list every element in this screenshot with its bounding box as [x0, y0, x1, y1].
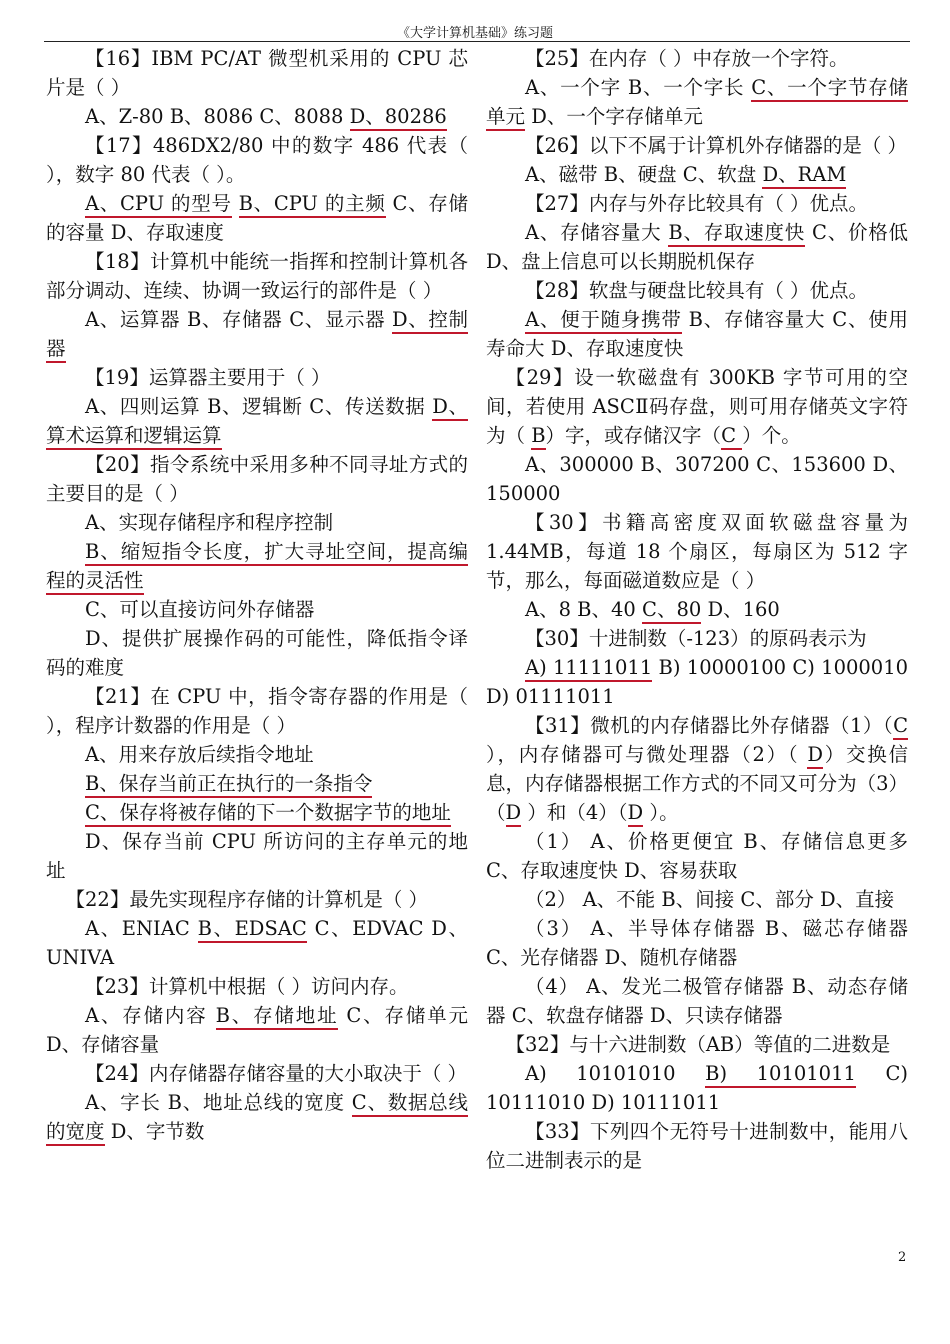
text-run: [232, 192, 239, 215]
text-run: 【23】计算机中根据（ ）访问内存。: [85, 975, 409, 998]
marked-answer: D: [807, 743, 823, 769]
text-run: （2） A、不能 B、间接 C、部分 D、直接: [525, 888, 895, 911]
text-run: D、保存当前 CPU 所访问的主存单元的地址: [46, 830, 468, 882]
text-run: 【17】486DX2/80 中的数字 486 代表（ ），数字 80 代表（ ）。: [46, 134, 468, 186]
text-run: 【19】运算器主要用于（ ）: [85, 366, 331, 389]
paragraph: [486, 189, 908, 218]
paragraph: [486, 711, 908, 827]
text-run: C、EDVAC D、UNIVA: [46, 917, 468, 969]
text-run: A、300000 B、307200 C、153600 D、150000: [486, 453, 908, 505]
text-run: 【24】内存储器存储容量的大小取决于（ ）: [85, 1062, 468, 1085]
marked-answer: C、80: [642, 598, 701, 624]
text-run: 【33】下列四个无符号十进制数中，能用八位二进制表示的是: [486, 1120, 908, 1172]
paragraph: [486, 885, 908, 914]
paragraph: [46, 827, 468, 885]
paragraph: [46, 131, 468, 189]
marked-answer: D、80286: [350, 105, 447, 131]
paragraph: [46, 1088, 468, 1146]
text-run: A) 10101010: [525, 1062, 706, 1085]
paragraph: [486, 1030, 908, 1059]
text-run: A、运算器 B、存储器 C、显示器: [85, 308, 393, 331]
marked-answer: C、数据总线的宽度: [46, 1091, 468, 1146]
text-run: 【31】微机的内存储器比外存储器（1）（: [525, 714, 894, 737]
paragraph: [46, 363, 468, 392]
text-run: C、可以直接访问外存储器: [85, 598, 315, 621]
paragraph: [486, 73, 908, 131]
text-run: A、字长 B、地址总线的宽度: [85, 1091, 352, 1114]
right-column: [486, 44, 908, 1175]
paragraph: [46, 682, 468, 740]
paragraph: [46, 595, 468, 624]
paragraph: [486, 972, 908, 1030]
paragraph: [46, 972, 468, 1001]
paragraph: [46, 508, 468, 537]
text-run: ）交换信息，内存储器根据工作方式的不同又可分为（3）（: [486, 743, 908, 824]
text-run: 【21】在 CPU 中，指令寄存器的作用是（ ），程序计数器的作用是（ ）: [46, 685, 468, 737]
page-header-title: 《大学计算机基础》练习题: [396, 26, 553, 41]
text-run: C、价格低 D、盘上信息可以长期脱机保存: [486, 221, 908, 273]
marked-answer: C、一个字节存储单元: [486, 76, 908, 131]
marked-answer: A) 11111011: [525, 656, 652, 682]
marked-answer: D: [506, 801, 522, 827]
marked-answer: A、便于随身携带: [525, 308, 682, 334]
text-run: B) 10000100 C) 1000010 D) 01111011: [486, 656, 909, 708]
text-run: ）个。: [742, 424, 801, 447]
text-run: （4） A、发光二极管存储器 B、动态存储器 C、软盘存储器 D、只读存储器: [486, 975, 908, 1027]
text-run: 【27】内存与外存比较具有（ ）优点。: [525, 192, 869, 215]
marked-answer: D、控制器: [46, 308, 468, 363]
text-run: 【32】与十六进制数（AB）等值的二进数是: [505, 1033, 891, 1056]
paragraph: [46, 914, 468, 972]
page-number: 2: [898, 1250, 907, 1265]
text-run: 【20】指令系统中采用多种不同寻址方式的主要目的是（ ）: [46, 453, 468, 505]
paragraph: [486, 1059, 908, 1117]
text-run: C) 10111010 D) 10111011: [486, 1062, 908, 1114]
marked-answer: B) 10101011: [705, 1062, 856, 1088]
text-run: A、8 B、40: [525, 598, 643, 621]
text-run: A、ENIAC: [85, 917, 198, 940]
text-run: C、存储的容量 D、存取速度: [46, 192, 469, 244]
paragraph: [486, 624, 908, 653]
text-run: ）。: [643, 801, 679, 824]
paragraph: [46, 885, 468, 914]
paragraph: [486, 363, 908, 450]
paragraph: [46, 102, 468, 131]
paragraph: [46, 798, 468, 827]
paragraph: [486, 1117, 908, 1175]
text-run: ）字，或存储汉字（: [545, 424, 722, 447]
text-run: A、四则运算 B、逻辑断 C、传送数据: [85, 395, 433, 418]
paragraph: [486, 827, 908, 885]
paragraph: [486, 160, 908, 189]
paragraph: [46, 1059, 468, 1088]
marked-answer: C、保存将被存储的下一个数据字节的地址: [85, 801, 451, 827]
text-run: A、实现存储程序和程序控制: [85, 511, 334, 534]
text-run: 【26】以下不属于计算机外存储器的是（ ）: [525, 134, 908, 157]
paragraph: [46, 1001, 468, 1059]
text-run: A、用来存放后续指令地址: [85, 743, 314, 766]
text-run: 【29】设一软磁盘有 300KB 字节可用的空间，若使用 ASCⅡ码存盘，则可用存储英文字符为（: [486, 366, 908, 447]
paragraph: [46, 537, 468, 595]
text-run: （1） A、价格更便宜 B、存储信息更多 C、存取速度快 D、容易获取: [486, 830, 908, 882]
paragraph: [46, 769, 468, 798]
text-run: D、字节数: [104, 1120, 205, 1143]
marked-answer: B、存储地址: [216, 1004, 339, 1030]
paragraph: [486, 914, 908, 972]
text-run: A、存储内容: [85, 1004, 216, 1027]
paragraph: [46, 305, 468, 363]
text-run: A、Z-80 B、8086 C、8088: [85, 105, 350, 128]
left-column: [46, 44, 468, 1146]
paragraph: [486, 508, 908, 595]
marked-answer: C: [893, 714, 908, 740]
marked-answer: B、存取速度快: [668, 221, 805, 247]
paragraph: [486, 450, 908, 508]
paragraph: [486, 653, 908, 711]
text-run: 【25】在内存（ ）中存放一个字符。: [525, 47, 849, 70]
paragraph: [46, 392, 468, 450]
paragraph: [46, 189, 468, 247]
text-run: （3） A、半导体存储器 B、磁芯存储器 C、光存储器 D、随机存储器: [486, 917, 908, 969]
paragraph: [486, 131, 908, 160]
marked-answer: D、算术运算和逻辑运算: [46, 395, 468, 450]
marked-answer: B、EDSAC: [198, 917, 307, 943]
text-run: 【28】软盘与硬盘比较具有（ ）优点。: [525, 279, 869, 302]
text-run: 【18】计算机中能统一指挥和控制计算机各部分调动、连续、协调一致运行的部件是（ ）: [46, 250, 468, 302]
marked-answer: D、RAM: [762, 163, 846, 189]
text-run: D、提供扩展操作码的可能性，降低指令译码的难度: [46, 627, 468, 679]
text-run: C、存储单元 D、存储容量: [46, 1004, 468, 1056]
paragraph: [486, 595, 908, 624]
paragraph: [486, 44, 908, 73]
text-run: D、一个字存储单元: [525, 105, 703, 128]
text-run: B、存储容量大 C、使用寿命大 D、存取速度快: [486, 308, 908, 360]
paragraph: [46, 624, 468, 682]
marked-answer: A、CPU 的型号: [85, 192, 232, 218]
header-divider: [44, 41, 910, 42]
marked-answer: B、CPU 的主频: [239, 192, 386, 218]
marked-answer: C: [721, 424, 742, 450]
text-run: ）和（4）（: [521, 801, 628, 824]
text-run: A、磁带 B、硬盘 C、软盘: [525, 163, 763, 186]
paragraph: [46, 740, 468, 769]
text-run: D、160: [701, 598, 780, 621]
text-run: 【30】十进制数（-123）的原码表示为: [525, 627, 867, 650]
marked-answer: B、缩短指令长度，扩大寻址空间，提高编程的灵活性: [46, 540, 468, 595]
paragraph: [46, 44, 468, 102]
text-run: 【16】IBM PC/AT 微型机采用的 CPU 芯片是（ ）: [46, 47, 468, 99]
marked-answer: B: [531, 424, 545, 450]
marked-answer: B、保存当前正在执行的一条指令: [85, 772, 372, 798]
marked-answer: D: [628, 801, 644, 827]
text-run: A、存储容量大: [525, 221, 669, 244]
paragraph: [486, 276, 908, 305]
paragraph: [46, 450, 468, 508]
paragraph: [486, 218, 908, 276]
paragraph: [486, 305, 908, 363]
text-run: 【30】书籍高密度双面软磁盘容量为 1.44MB，每道 18 个扇区，每扇区为 512 字节，那么，每面磁道数应是（ ）: [486, 511, 908, 592]
paragraph: [46, 247, 468, 305]
text-run: A、一个字 B、一个字长: [525, 76, 752, 99]
text-run: ），内存储器可与微处理器（2）（: [486, 743, 808, 766]
text-run: 【22】最先实现程序存储的计算机是（ ）: [65, 888, 429, 911]
